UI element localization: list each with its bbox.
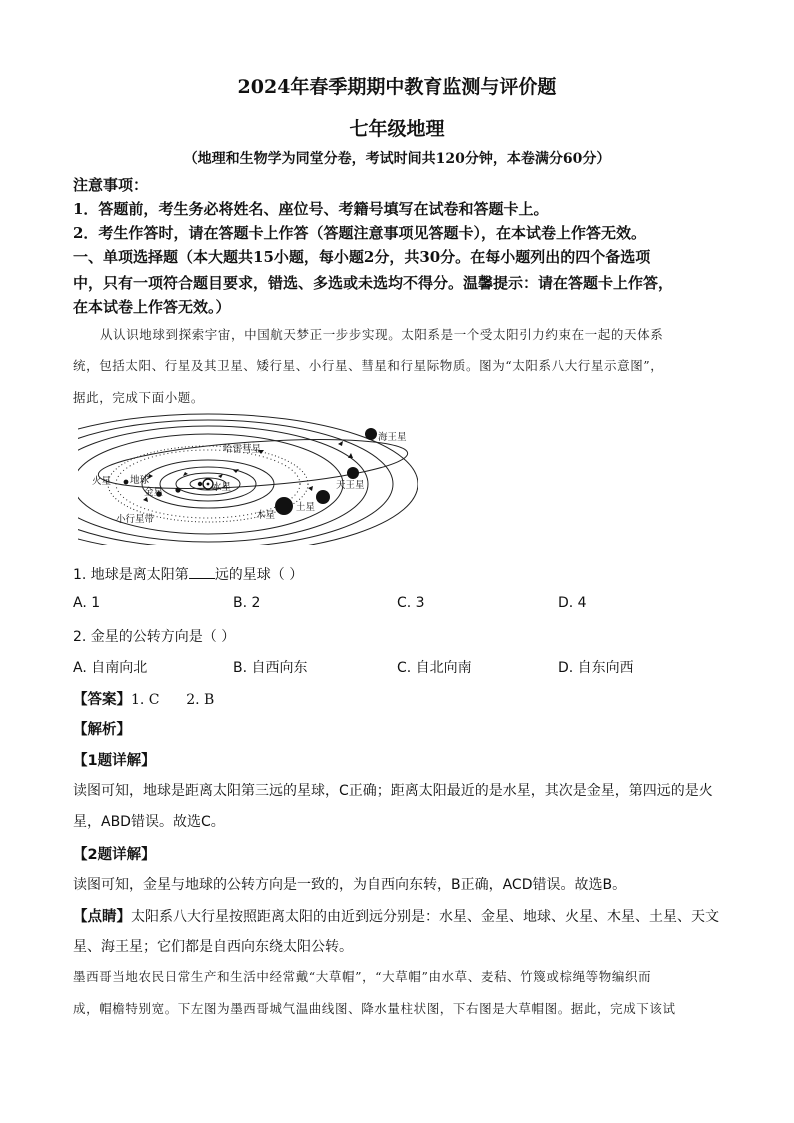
analysis-tag: 【解析】 xyxy=(73,722,131,738)
q1-detail-line: 星，ABD错误。故选C。 xyxy=(73,814,225,830)
q1-option-a[interactable]: A. 1 xyxy=(73,595,101,611)
mars-dot xyxy=(124,480,129,485)
passage-line: 据此，完成下面小题。 xyxy=(73,390,205,405)
question-1-stem-after: 远的星球（ ） xyxy=(214,567,304,583)
answer-tag: 【答案】 xyxy=(73,692,131,708)
notice-item: 2．考生作答时，请在答题卡上作答（答题注意事项见答题卡），在本试卷上作答无效。 xyxy=(73,224,646,242)
tip-line-2: 星、海王星；它们都是自西向东绕太阳公转。 xyxy=(73,939,353,955)
label-comet: 哈雷彗星 xyxy=(223,444,262,455)
answer-line xyxy=(73,688,214,709)
q2-option-c[interactable]: C. 自北向南 xyxy=(397,660,472,676)
label-saturn: 土星 xyxy=(296,502,316,513)
passage-line: 从认识地球到探索宇宙，中国航天梦正一步步实现。太阳系是一个受太阳引力约束在一起的天体系 xyxy=(100,327,664,342)
q1-option-d[interactable]: D. 4 xyxy=(558,595,587,611)
passage-2-line: 墨西哥当地农民日常生产和生活中经常戴“大草帽”，“大草帽”由水草、麦秸、竹篾或棕绳等物编织而 xyxy=(73,969,652,984)
section-instruction: 一、单项选择题（本大题共15小题，每小题2分，共30分。在每小题列出的四个备选项 xyxy=(73,248,651,266)
answer-text: 1. C 2. B xyxy=(131,692,215,708)
q2-detail-line: 读图可知，金星与地球的公转方向是一致的，为自西向东转，B正确，ACD错误。故选B。 xyxy=(73,877,627,893)
tip-tag: 【点睛】 xyxy=(73,909,131,925)
tip-text: 太阳系八大行星按照距离太阳的由近到远分别是：水星、金星、地球、火星、木星、土星、天文 xyxy=(131,909,719,925)
section-instruction: 在本试卷上作答无效。） xyxy=(73,298,231,316)
page-subtitle: 七年级地理 xyxy=(349,118,445,140)
question-1-stem-before: 1. 地球是离太阳第 xyxy=(73,567,189,583)
notice-heading: 注意事项： xyxy=(73,176,149,194)
label-jupiter: 木星 xyxy=(256,510,276,521)
q2-option-d[interactable]: D. 自东向西 xyxy=(558,660,634,676)
page-title: 2024年春季期期中教育监测与评价题 xyxy=(237,76,557,98)
q1-option-c[interactable]: C. 3 xyxy=(397,595,425,611)
answer-blank xyxy=(189,566,215,579)
q2-detail-tag: 【2题详解】 xyxy=(73,847,156,863)
passage-2-line: 成，帽檐特别宽。下左图为墨西哥城气温曲线图、降水量柱状图，下右图是大草帽图。据此，完成下该试 xyxy=(73,1001,676,1016)
q1-option-b[interactable]: B. 2 xyxy=(233,595,261,611)
exam-note: （地理和生物学为同堂分卷，考试时间共120分钟，本卷满分60分） xyxy=(183,151,611,167)
notice-item: 1．答题前，考生务必将姓名、座位号、考籍号填写在试卷和答题卡上。 xyxy=(73,200,549,218)
tip-line xyxy=(73,905,719,926)
neptune-dot xyxy=(365,428,377,440)
label-uranus: 天王星 xyxy=(336,480,365,491)
venus-dot xyxy=(175,487,180,492)
label-asteroid-belt: 小行星带 xyxy=(116,514,155,525)
label-earth: 地球 xyxy=(130,475,150,486)
q2-option-a[interactable]: A. 自南向北 xyxy=(73,660,148,676)
q1-detail-line: 读图可知，地球是距离太阳第三远的星球，C正确；距离太阳最近的是水星，其次是金星，第四远的是火 xyxy=(73,783,713,799)
mercury-dot xyxy=(198,482,202,486)
saturn-dot xyxy=(316,490,330,504)
solar-system-diagram xyxy=(78,410,418,545)
passage-line: 统，包括太阳、行星及其卫星、矮行星、小行星、彗星和行星际物质。图为“太阳系八大行星示意图”， xyxy=(73,358,664,373)
q1-detail-tag: 【1题详解】 xyxy=(73,753,156,769)
jupiter-dot xyxy=(275,497,293,515)
label-neptune: 海王星 xyxy=(378,432,407,443)
question-2-stem: 2. 金星的公转方向是（ ） xyxy=(73,629,236,645)
section-instruction: 中，只有一项符合题目要求，错选、多选或未选均不得分。温馨提示：请在答题卡上作答， xyxy=(73,274,674,292)
label-venus: 金星 xyxy=(144,487,164,498)
question-1-stem xyxy=(73,564,303,584)
uranus-dot xyxy=(347,467,359,479)
label-mercury: 水星 xyxy=(212,482,232,493)
label-mars: 火星 xyxy=(92,476,112,487)
q2-option-b[interactable]: B. 自西向东 xyxy=(233,660,308,676)
